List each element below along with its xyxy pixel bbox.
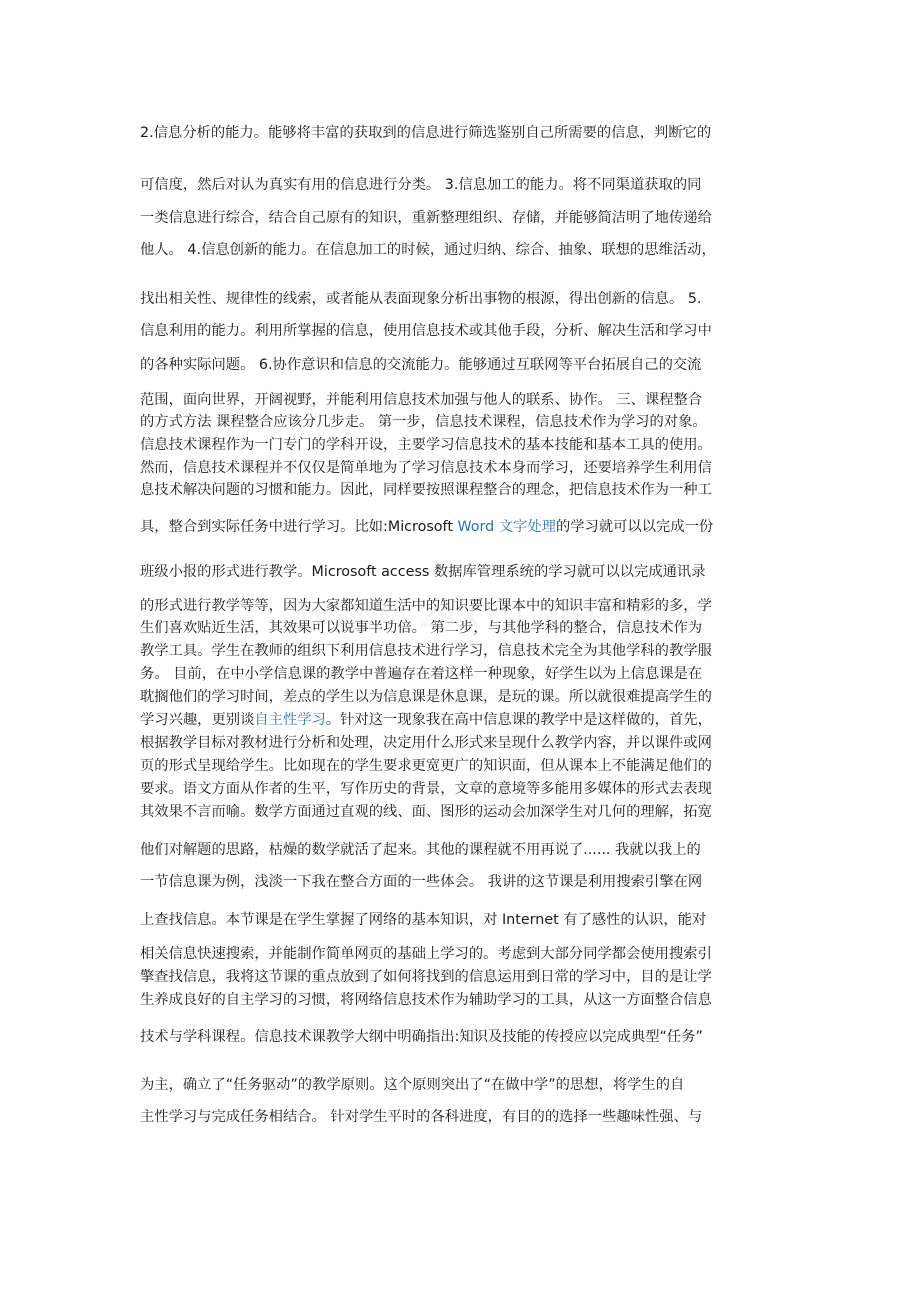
text-line: 然而，信息技术课程并不仅仅是简单地为了学习信息技术本身而学习，还要培养学生利用信 — [140, 460, 712, 476]
text-line: 信息利用的能力。利用所掌握的信息，使用信息技术或其他手段，分析、解决生活和学习中 — [140, 323, 712, 339]
word-processing-link[interactable]: Word 文字处理 — [457, 519, 556, 535]
text-line: 找出相关性、规律性的线索，或者能从表面现象分析出事物的根源，得出创新的信息。 5. — [140, 291, 702, 307]
text-line: 根据教学目标对教材进行分析和处理，决定用什么形式来呈现什么教学内容，并以课件或网 — [140, 735, 712, 751]
text-line: 的方式方法 课程整合应该分几步走。 第一步，信息技术课程，信息技术作为学习的对象。 — [140, 414, 707, 430]
text-line: 一节信息课为例，浅淡一下我在整合方面的一些体会。 我讲的这节课是利用搜索引擎在网 — [140, 874, 703, 890]
text-line: 2.信息分析的能力。能够将丰富的获取到的信息进行筛选鉴别自己所需要的信息，判断它的 — [140, 125, 712, 141]
text-line: 班级小报的形式进行教学。Microsoft access 数据库管理系统的学习就可以以完成通讯录 — [140, 564, 706, 580]
text-line: 一类信息进行综合，结合自己原有的知识，重新整理组织、存储，并能够简洁明了地传递给 — [140, 210, 712, 226]
text-line — [140, 709, 785, 731]
self-study-link[interactable]: 自主性学习 — [254, 712, 326, 728]
text-line: 耽搁他们的学习时间，差点的学生以为信息课是休息课，是玩的课。所以就很难提高学生的 — [140, 689, 712, 705]
text-line: 主性学习与完成任务相结合。 针对学生平时的各科进度，有目的的选择一些趣味性强、与 — [140, 1109, 703, 1125]
text-segment: 。针对这一现象我在高中信息课的教学中是这样做的，首先， — [325, 712, 712, 728]
text-line — [140, 516, 785, 538]
text-line: 生们喜欢贴近生活，其效果可以说事半功倍。 第二步，与其他学科的整合，信息技术作为 — [140, 620, 703, 636]
text-line: 其效果不言而喻。数学方面通过直观的线、面、图形的运动会加深学生对几何的理解，拓宽 — [140, 804, 712, 820]
text-line: 擎查找信息，我将这节课的重点放到了如何将找到的信息运用到日常的学习中，目的是让学 — [140, 969, 712, 985]
text-line: 技术与学科课程。信息技术课教学大纲中明确指出:知识及技能的传授应以完成典型“任务” — [140, 1029, 703, 1045]
text-line: 范围，面向世界，开阔视野，并能利用信息技术加强与他人的联系、协作。 三、课程整合 — [140, 392, 703, 408]
document-body — [140, 120, 785, 1128]
text-line: 他们对解题的思路，枯燥的数学就活了起来。其他的课程就不用再说了...... 我就以我上的 — [140, 842, 701, 858]
text-line: 息技术解决问题的习惯和能力。因此，同样要按照课程整合的理念，把信息技术作为一种工 — [140, 482, 712, 498]
text-line: 他人。 4.信息创新的能力。在信息加工的时候，通过归纳、综合、抽象、联想的思维活动， — [140, 242, 716, 258]
text-segment: 的学习就可以以完成一份 — [555, 519, 714, 535]
text-line: 相关信息快速搜索，并能制作简单网页的基础上学习的。考虑到大部分同学都会使用搜索引 — [140, 946, 712, 962]
text-segment: 具，整合到实际任务中进行学习。比如:Microsoft — [140, 519, 458, 535]
text-line: 可信度，然后对认为真实有用的信息进行分类。 3.信息加工的能力。将不同渠道获取的同 — [140, 177, 702, 193]
text-line: 要求。语文方面从作者的生平，写作历史的背景，文章的意境等多能用多媒体的形式去表现 — [140, 781, 712, 797]
text-line: 的形式进行教学等等，因为大家都知道生活中的知识要比课本中的知识丰富和精彩的多，学 — [140, 598, 712, 614]
text-line: 的各种实际问题。 6.协作意识和信息的交流能力。能够通过互联网等平台拓展自己的交流 — [140, 357, 702, 373]
text-line: 教学工具。学生在教师的组织下利用信息技术进行学习，信息技术完全为其他学科的教学服 — [140, 643, 712, 659]
text-segment: 学习兴趣，更别谈 — [140, 712, 255, 728]
text-line: 上查找信息。本节课是在学生掌握了网络的基本知识，对 Internet 有了感性的认识，能对 — [140, 912, 707, 928]
text-line: 信息技术课程作为一门专门的学科开设，主要学习信息技术的基本技能和基本工具的使用。 — [140, 437, 712, 453]
text-line: 页的形式呈现给学生。比如现在的学生要求更宽更广的知识面，但从课本上不能满足他们的 — [140, 758, 712, 774]
text-line: 务。 目前，在中小学信息课的教学中普遍存在着这样一种现象，好学生以为上信息课是在 — [140, 666, 703, 682]
text-line: 生养成良好的自主学习的习惯，将网络信息技术作为辅助学习的工具，从这一方面整合信息 — [140, 992, 712, 1008]
text-line: 为主，确立了“任务驱动”的教学原则。这个原则突出了“在做中学”的思想，将学生的自 — [140, 1077, 685, 1093]
